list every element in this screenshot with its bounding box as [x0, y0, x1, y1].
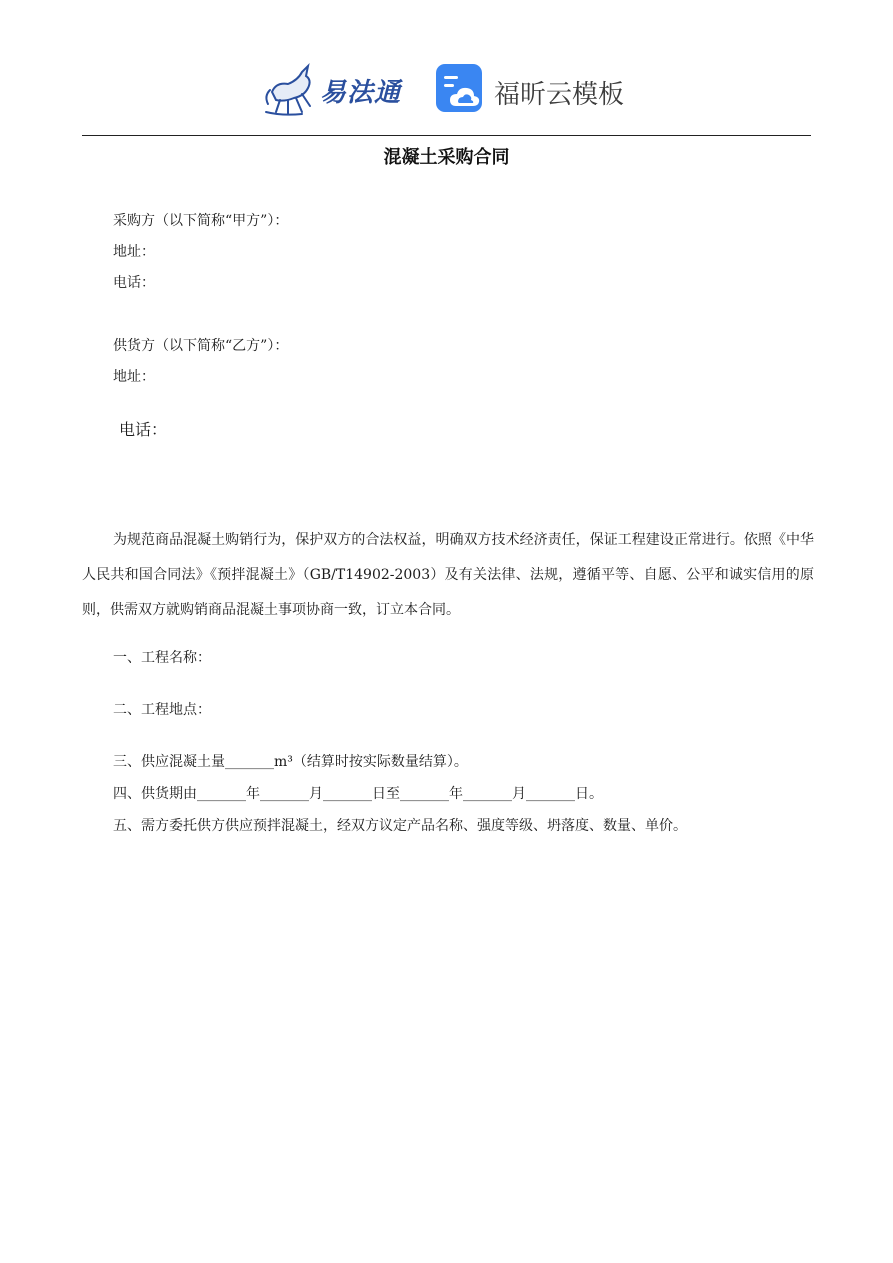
- clause-supply-volume: 三、供应混凝土量_______m³（结算时按实际数量结算）。: [113, 754, 468, 770]
- clause-project-location: 二、工程地点：: [113, 702, 211, 718]
- clause-supply-period: 四、供货期由_______年_______月_______日至_______年_______月_______日。: [113, 786, 603, 802]
- document-title: 混凝土采购合同: [383, 147, 510, 168]
- supplier-label: 供货方（以下简称“乙方”）：: [113, 338, 289, 354]
- buyer-label: 采购方（以下简称“甲方”）：: [113, 213, 289, 229]
- foxit-template-logo-text: 福昕云模板: [494, 80, 625, 110]
- clause-project-name: 一、工程名称：: [113, 650, 211, 666]
- supplier-phone-label: 电话：: [119, 420, 168, 439]
- yifatong-logo-text: 易法通: [320, 78, 402, 108]
- unicorn-emblem-icon: [262, 62, 320, 118]
- clause-product-spec: 五、需方委托供方供应预拌混凝土，经双方议定产品名称、强度等级、坍落度、数量、单价。: [113, 818, 687, 834]
- document-header: [0, 58, 893, 122]
- supplier-address-label: 地址：: [113, 369, 155, 385]
- contract-intro-paragraph: 为规范商品混凝土购销行为，保护双方的合法权益，明确双方技术经济责任，保证工程建设正常进行。依照《中华人民共和国合同法》《预拌混凝土》（GB/T14902-2003）及有关法律、法规，遵循平等、自愿、公平和诚实信用的原则，供需双方就购销商品混凝土事项协商一致，订立本合同。: [82, 532, 814, 618]
- buyer-address-label: 地址：: [113, 244, 155, 260]
- yifatong-logo: [262, 62, 422, 118]
- buyer-phone-label: 电话：: [113, 275, 155, 291]
- foxit-template-logo: [436, 64, 636, 118]
- header-divider: [82, 135, 811, 136]
- cloud-document-icon: [436, 64, 484, 114]
